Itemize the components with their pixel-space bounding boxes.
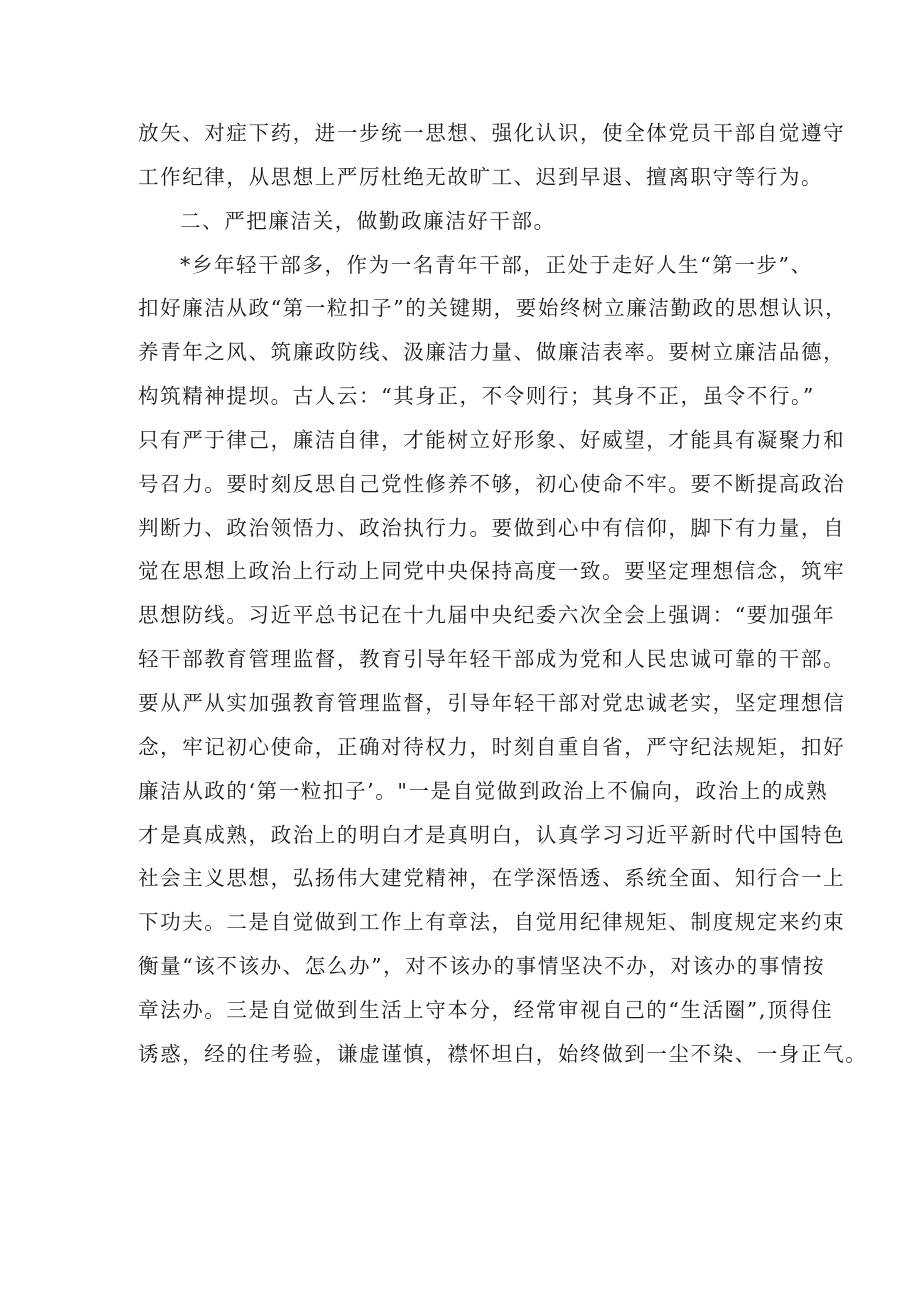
text-line: 放矢、对症下药，进一步统一思想、强化认识，使全体党员干部自觉遵守	[138, 121, 846, 145]
text-line: 觉在思想上政治上行动上同党中央保持高度一致。要坚定理想信念，筑牢	[138, 559, 846, 584]
text-line: 构筑精神提坝。古人云：“其身正，不令则行；其身不正，虽令不行。”	[138, 384, 815, 409]
text-line: 下功夫。二是自觉做到工作上有章法，自觉用纪律规矩、制度规定来约束	[138, 910, 846, 935]
text-line: 扣好廉洁从政“第一粒扣子”的关键期，要始终树立廉洁勤政的思想认识，	[138, 296, 848, 321]
text-line: *乡年轻干部多，作为一名青年干部，正处于走好人生“第一步”、	[180, 252, 813, 277]
text-line: 才是真成熟，政治上的明白才是真明白，认真学习习近平新时代中国特色	[138, 822, 846, 847]
text-line: 章法办。三是自觉做到生活上守本分，经常审视自己的“生活圈”,顶得住	[138, 997, 834, 1022]
text-line: 轻干部教育管理监督，教育引导年轻干部成为党和人民忠诚可靠的干部。	[138, 647, 846, 672]
document-body	[138, 112, 868, 1077]
text-line: 廉洁从政的‘第一粒扣子’。"一是自觉做到政治上不偏向，政治上的成熟	[138, 778, 829, 803]
text-line: 号召力。要时刻反思自己党性修养不够，初心使命不牢。要不断提高政治	[138, 471, 846, 496]
text-line: 思想防线。习近平总书记在十九届中央纪委六次全会上强调：“要加强年	[138, 603, 836, 628]
text-line: 只有严于律己，廉洁自律，才能树立好形象、好威望，才能具有凝聚力和	[138, 427, 846, 452]
text-line: 诱惑，经的住考验，谦虚谨慎，襟怀坦白，始终做到一尘不染、一身正气。	[138, 1041, 868, 1066]
text-line: 要从严从实加强教育管理监督，引导年轻干部对党忠诚老实，坚定理想信	[138, 690, 846, 715]
text-line: 衡量“该不该办、怎么办”，对不该办的事情坚决不办，对该办的事情按	[138, 954, 826, 979]
text-line: 社会主义思想，弘扬伟大建党精神，在学深悟透、系统全面、知行合一上	[138, 866, 846, 891]
text-line: 判断力、政治领悟力、政治执行力。要做到心中有信仰，脚下有力量，自	[138, 515, 846, 540]
text-line: 养青年之风、筑廉政防线、汲廉洁力量、做廉洁表率。要树立廉洁品德，	[138, 340, 846, 365]
section-heading: 二、严把廉洁关，做勤政廉洁好干部。	[180, 208, 556, 233]
text-line: 念，牢记初心使命，正确对待权力，时刻自重自省，严守纪法规矩，扣好	[138, 734, 846, 759]
text-line: 工作纪律，从思想上严厉杜绝无故旷工、迟到早退、擅离职守等行为。	[138, 164, 824, 189]
